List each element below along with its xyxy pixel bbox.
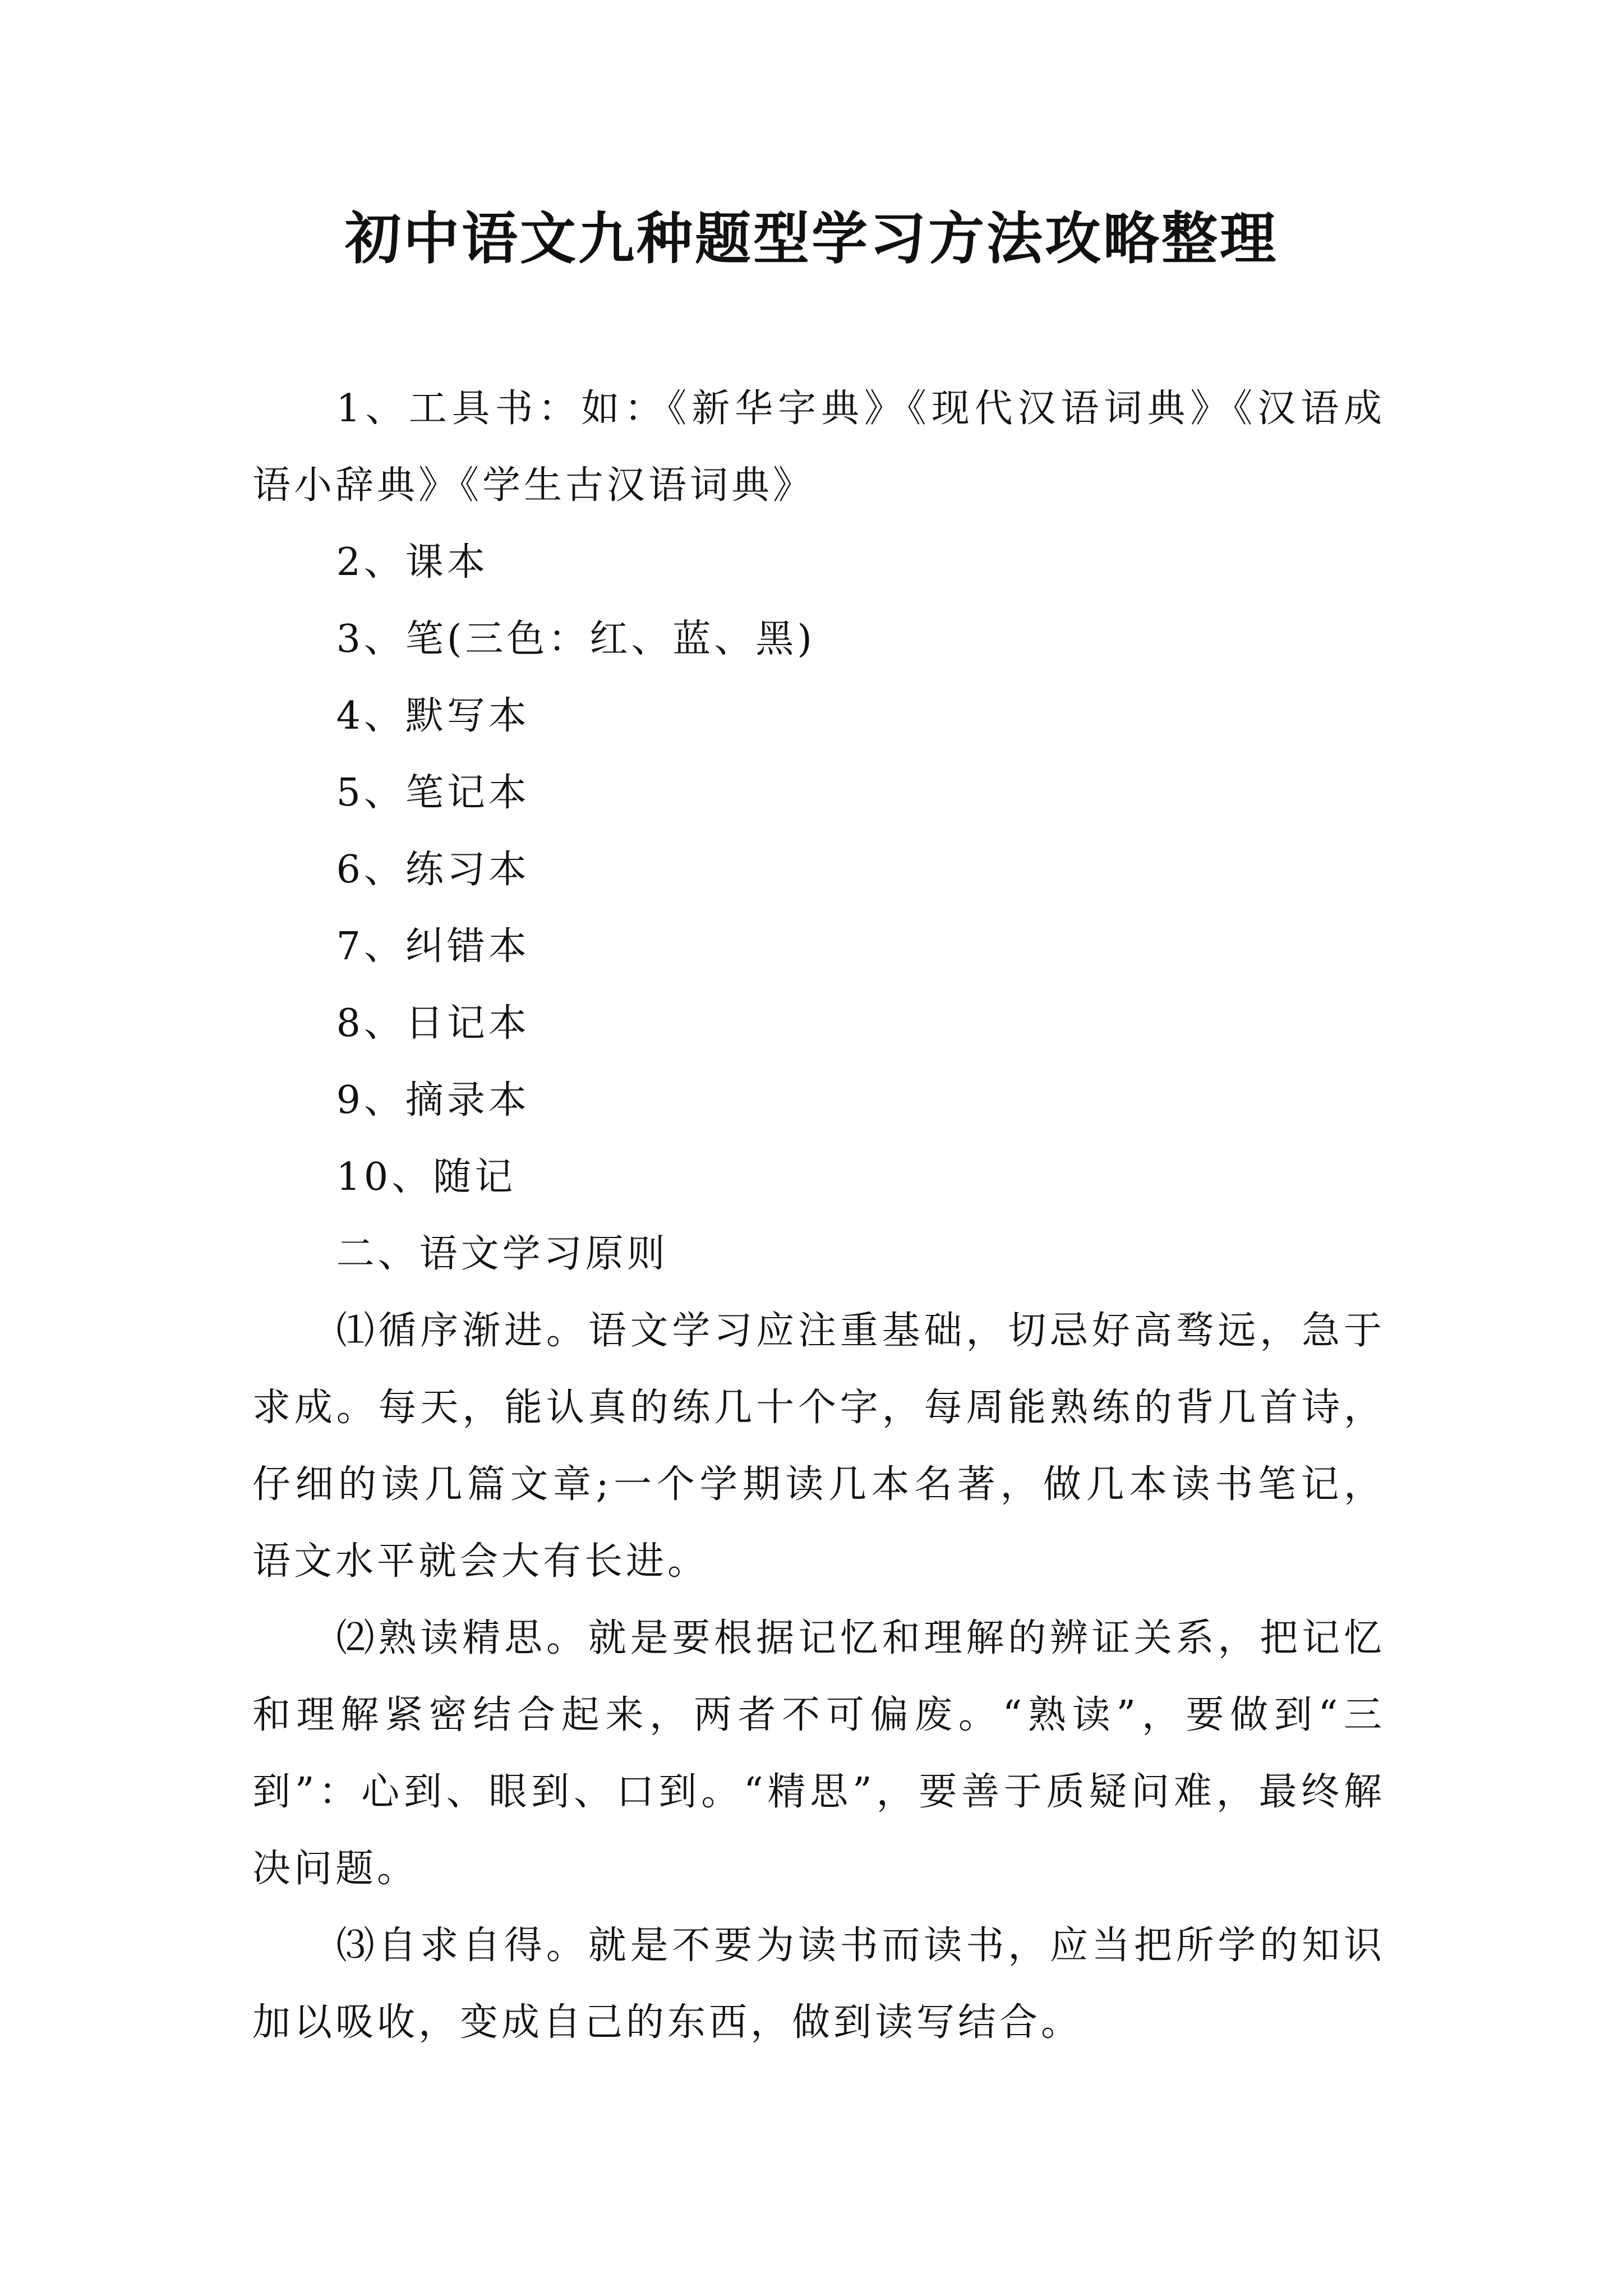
paragraph-principle-3: ⑶自求自得。就是不要为读书而读书，应当把所学的知识加以吸收，变成自己的东西，做到读写结合。 (252, 1924, 1385, 2045)
paragraph-jottings: 10、随记 (336, 1155, 517, 1199)
paragraph-principle-1: ⑴循序渐进。语文学习应注重基础，切忌好高骛远，急于求成。每天，能认真的练几十个字，每周能熟练的背几首诗，仔细的读几篇文章;一个学期读几本名著，做几本读书笔记，语文水平就会大有长进。 (252, 1309, 1385, 1584)
paragraph-diary: 8、日记本 (336, 1001, 530, 1046)
document-body (252, 370, 1385, 2061)
paragraph-error-book: 7、纠错本 (336, 924, 530, 969)
paragraph-pens: 3、笔(三色：红、蓝、黑) (336, 617, 815, 661)
section-heading-principles: 二、语文学习原则 (336, 1232, 668, 1276)
paragraph-dictation-book: 4、默写本 (336, 694, 530, 738)
paragraph-notebook: 5、笔记本 (336, 771, 530, 815)
paragraph-tools: 1、工具书：如：《新华字典》《现代汉语词典》《汉语成语小辞典》《学生古汉语词典》 (252, 386, 1385, 508)
paragraph-excerpt-book: 9、摘录本 (336, 1078, 530, 1122)
paragraph-principle-2: ⑵熟读精思。就是要根据记忆和理解的辨证关系，把记忆和理解紧密结合起来，两者不可偏废。“熟读”，要做到“三到”：心到、眼到、口到。“精思”，要善于质疑问难，最终解决问题。 (252, 1616, 1385, 1891)
paragraph-exercise-book: 6、练习本 (336, 848, 530, 892)
paragraph-textbook: 2、课本 (336, 540, 488, 585)
document-title: 初中语文九种题型学习方法攻略整理 (345, 205, 1278, 272)
